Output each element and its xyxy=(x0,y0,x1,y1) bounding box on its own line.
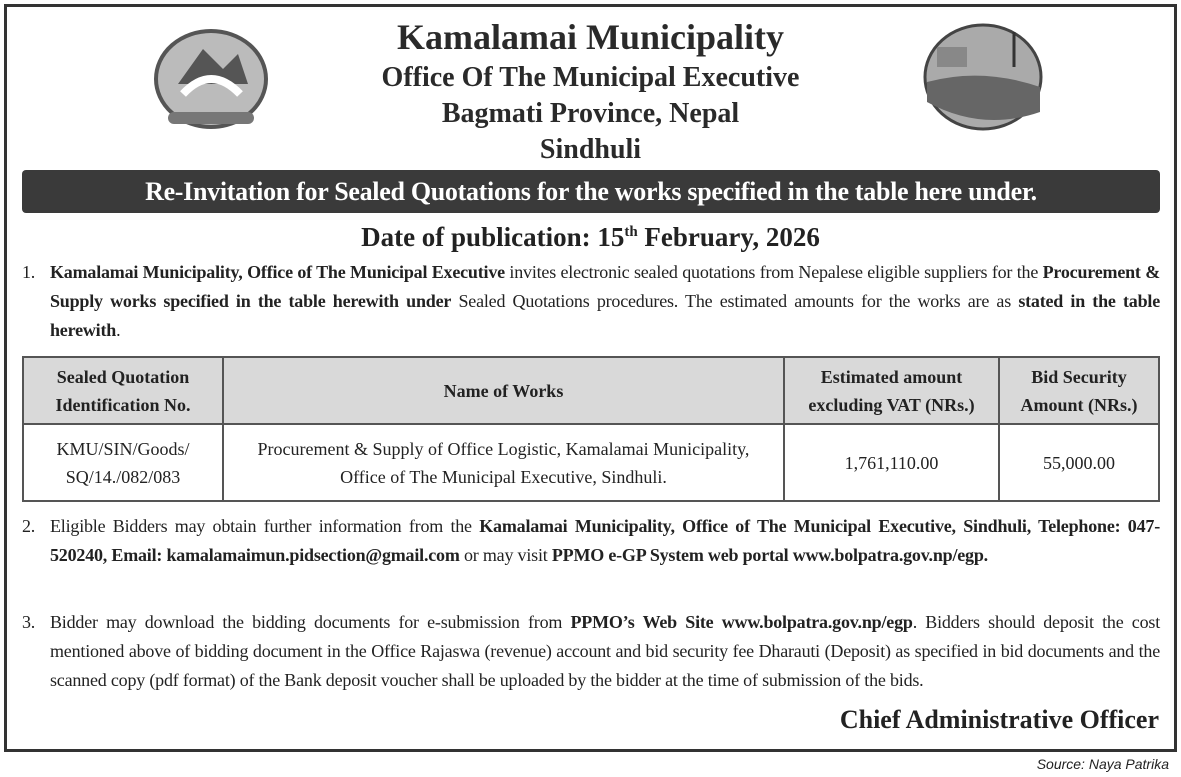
text-segment: stated in the table herewith xyxy=(50,291,1160,340)
text-segment: Bidder may download the bidding documents for e-submission from xyxy=(50,612,571,632)
text-segment: Sealed Quotations procedures. The estimated amounts for the works are as xyxy=(451,291,1019,311)
para-number: 3. xyxy=(22,612,36,632)
signature-title: Chief Administrative Officer xyxy=(839,705,1159,734)
para-number: 1. xyxy=(22,262,36,282)
text-segment: or may visit xyxy=(459,545,552,565)
district-title: Sindhuli xyxy=(539,134,642,165)
table-row xyxy=(23,424,1159,501)
text-segment: Procurement & Supply works specified in the table herewith under xyxy=(50,262,1160,311)
table-header-row xyxy=(23,357,1159,424)
works-table xyxy=(22,356,1160,502)
cell-bid-security: 55,000.00 xyxy=(999,424,1159,501)
text-segment: Eligible Bidders may obtain further information from the xyxy=(50,516,480,536)
notice-banner: Re-Invitation for Sealed Quotations for the works specified in the table here under. xyxy=(22,170,1160,213)
date-prefix: Date of publication: 15 xyxy=(361,222,625,252)
cell-id: KMU/SIN/Goods/ SQ/14./082/083 xyxy=(23,424,223,501)
cell-estimate: 1,761,110.00 xyxy=(784,424,999,501)
paragraph-2 xyxy=(22,512,1160,570)
text-segment: . Bidders should deposit the cost mentioned above of bidding document in the Office Rajaswa (revenue) account and bid security fee Dharauti (Deposit) as specified in bid documents and the scanned copy (pdf format) of the Bank deposit voucher shall be uploaded by the bidder at the time of submission of the bids. xyxy=(50,612,1160,690)
text-segment: Kamalamai Municipality, Office of The Municipal Executive xyxy=(50,262,505,282)
publication-date xyxy=(0,222,1181,253)
date-suffix: February, 2026 xyxy=(637,222,820,252)
header-id: Sealed Quotation Identification No. xyxy=(23,357,223,424)
text-segment: . xyxy=(116,320,121,340)
text-segment: PPMO e-GP System web portal www.bolpatra.gov.np/egp. xyxy=(551,545,988,565)
paragraph-3 xyxy=(22,608,1160,695)
header-bid-security: Bid Security Amount (NRs.) xyxy=(999,357,1159,424)
para-number: 2. xyxy=(22,516,36,536)
text-segment: Kamalamai Municipality, Office of The Municipal Executive, Sindhuli, Telephone: 047-520240, Email: kamalamaimun.pidsection@gmail.com xyxy=(50,516,1161,565)
date-sup: th xyxy=(624,224,638,240)
office-title: Office Of The Municipal Executive xyxy=(381,62,800,93)
header-estimate: Estimated amount excluding VAT (NRs.) xyxy=(784,357,999,424)
paragraph-1 xyxy=(22,258,1160,345)
province-title: Bagmati Province, Nepal xyxy=(441,98,740,129)
cell-works: Procurement & Supply of Office Logistic, Kamalamai Municipality, Office of The Municipal Executive, Sindhuli. xyxy=(223,424,784,501)
municipality-title: Kamalamai Municipality xyxy=(397,17,784,57)
source-credit: Source: Naya Patrika xyxy=(1036,756,1169,772)
text-segment: PPMO’s Web Site www.bolpatra.gov.np/egp xyxy=(570,612,913,632)
text-segment: invites electronic sealed quotations from Nepalese eligible suppliers for the xyxy=(504,262,1043,282)
header-works: Name of Works xyxy=(223,357,784,424)
